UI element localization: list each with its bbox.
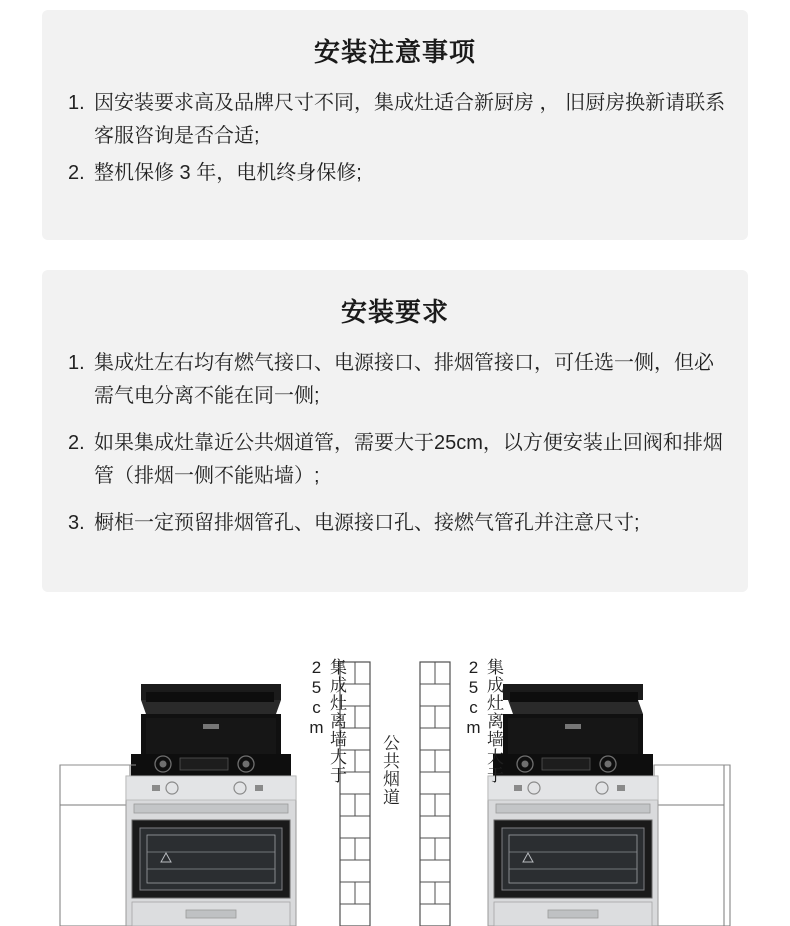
list-item: 整机保修 3 年，电机终身保修; xyxy=(94,162,362,184)
installation-diagram xyxy=(0,640,790,926)
flue-wall-right xyxy=(420,662,450,926)
list-item: 集成灶左右均有燃气接口、电源接口、排烟管接口，可任选一侧，但必需气电分离不能在同一侧; xyxy=(94,352,714,407)
install-notes-title: 安装注意事项 xyxy=(313,37,476,67)
appliance-right xyxy=(488,684,658,926)
cabinet-outline-left xyxy=(60,765,136,926)
install-requirements-list xyxy=(64,347,726,540)
install-notes-list xyxy=(64,87,726,190)
product-detail-page xyxy=(0,10,790,926)
install-requirements-title: 安装要求 xyxy=(340,297,449,327)
list-item: 橱柜一定预留排烟管孔、电源接口孔、接燃气管孔并注意尺寸; xyxy=(94,512,640,534)
list-item: 因安装要求高及品牌尺寸不同，集成灶适合新厨房 ， 旧厨房换新请联系客服咨询是否合适; xyxy=(94,92,726,147)
label-public-flue: 公共烟道 xyxy=(380,734,399,806)
label-left-distance: 集成灶离墙大于25cm xyxy=(307,658,346,784)
install-requirements-panel xyxy=(42,270,748,592)
appliance-left xyxy=(126,684,296,926)
list-item: 如果集成灶靠近公共烟道管，需要大于25cm，以方便安装止回阀和排烟管（排烟一侧不能贴墙）; xyxy=(94,432,723,487)
install-notes-panel xyxy=(42,10,748,240)
cabinet-outline-right xyxy=(654,765,730,926)
label-right-distance: 集成灶离墙大于25cm xyxy=(464,658,503,784)
